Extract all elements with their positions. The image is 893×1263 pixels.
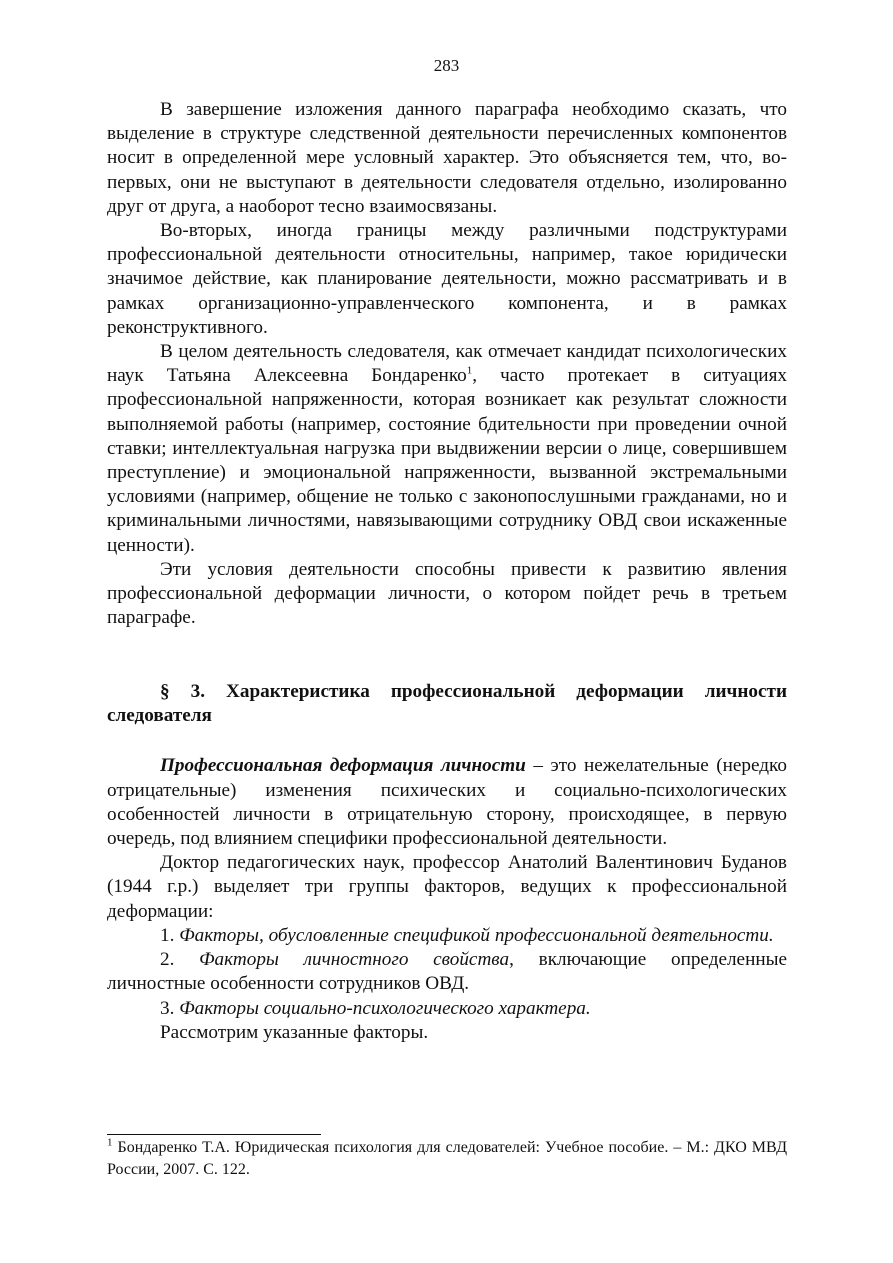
paragraph-3-end: , часто протекает в ситуациях профессиональной напряженности, которая возникает как результат сложности выполняемой работы (например, состояние бдительности при проведении очной ставки; интеллектуальная нагрузка при выдвижении версии о лице, совершившем преступление) и эмоциональной напряженности, вызванной экстремальными условиями (например, общение не только с законопослушными гражданами, но и криминальными личностями, навязывающими сотруднику ОВД свои искаженные ценности).: [107, 365, 787, 556]
list-item-1-text: Факторы, обусловленные спецификой профессиональной деятельности.: [179, 924, 774, 946]
section-heading: § 3. Характеристика профессиональной деформации личности следователя: [107, 681, 787, 727]
footnote-reference: 1: [466, 364, 473, 377]
paragraph-2: Во-вторых, иногда границы между различными подструктурами профессиональной деятельности относительны, например, такое юридически значимое действие, как планирование деятельности, можно рассматривать и в рамках организационно-управленческого компонента, и в рамках реконструктивного.: [107, 220, 787, 338]
list-item-1-number: 1.: [160, 924, 180, 946]
footnote: [107, 1137, 787, 1181]
paragraph-3: [107, 340, 787, 558]
paragraph-4: Эти условия деятельности способны привести к развитию явления профессиональной деформации личности, о котором пойдет речь в третьем параграфе.: [107, 558, 787, 629]
closing-paragraph: Рассмотрим указанные факторы.: [160, 1021, 429, 1043]
section-gap: [107, 630, 787, 680]
list-item-3-text: Факторы социально-психологического характера.: [179, 997, 591, 1019]
list-item-1: [107, 924, 787, 948]
list-item-2: [107, 948, 787, 996]
body-text: [107, 98, 787, 1045]
paragraph-3-start: В целом деятельность следователя, как отмечает кандидат психологических наук Татьяна Алексеевна Бондаренко: [107, 341, 787, 387]
list-item-2-rest: , включающие определенные личностные особенности сотрудников ОВД.: [107, 949, 788, 995]
definition-term: Профессиональная деформация личности: [160, 755, 526, 777]
footnote-divider: [107, 1134, 321, 1135]
footnote-text: Бондаренко Т.А. Юридическая психология для следователей: Учебное пособие. – М.: ДКО МВД России, 2007. С. 122.: [107, 1139, 787, 1178]
definition-paragraph: [107, 754, 787, 851]
list-item-2-text: Факторы личностного свойства: [199, 949, 510, 971]
definition-text: – это нежелательные (нередко отрицательные) изменения психических и социально-психологических особенностей личности в отрицательную сторону, происходящее, в первую очередь, под влиянием специфики профессиональной деятельности.: [107, 755, 787, 850]
paragraph-1: В завершение изложения данного параграфа необходимо сказать, что выделение в структуре следственной деятельности перечисленных компонентов носит в определенной мере условный характер. Это объясняется тем, что, во-первых, они не выступают в деятельности следователя отдельно, изолированно друг от друга, а наоборот тесно взаимосвязаны.: [107, 99, 787, 217]
budanov-paragraph: Доктор педагогических наук, профессор Анатолий Валентинович Буданов (1944 г.р.) выделяет три группы факторов, ведущих к профессиональной деформации:: [107, 852, 787, 922]
list-item-3: [107, 997, 787, 1021]
page-number: 283: [433, 56, 460, 75]
list-item-3-number: 3.: [160, 997, 180, 1019]
heading-gap: [107, 728, 787, 754]
footnote-marker: 1: [107, 1136, 113, 1149]
list-item-2-number: 2.: [160, 949, 200, 971]
